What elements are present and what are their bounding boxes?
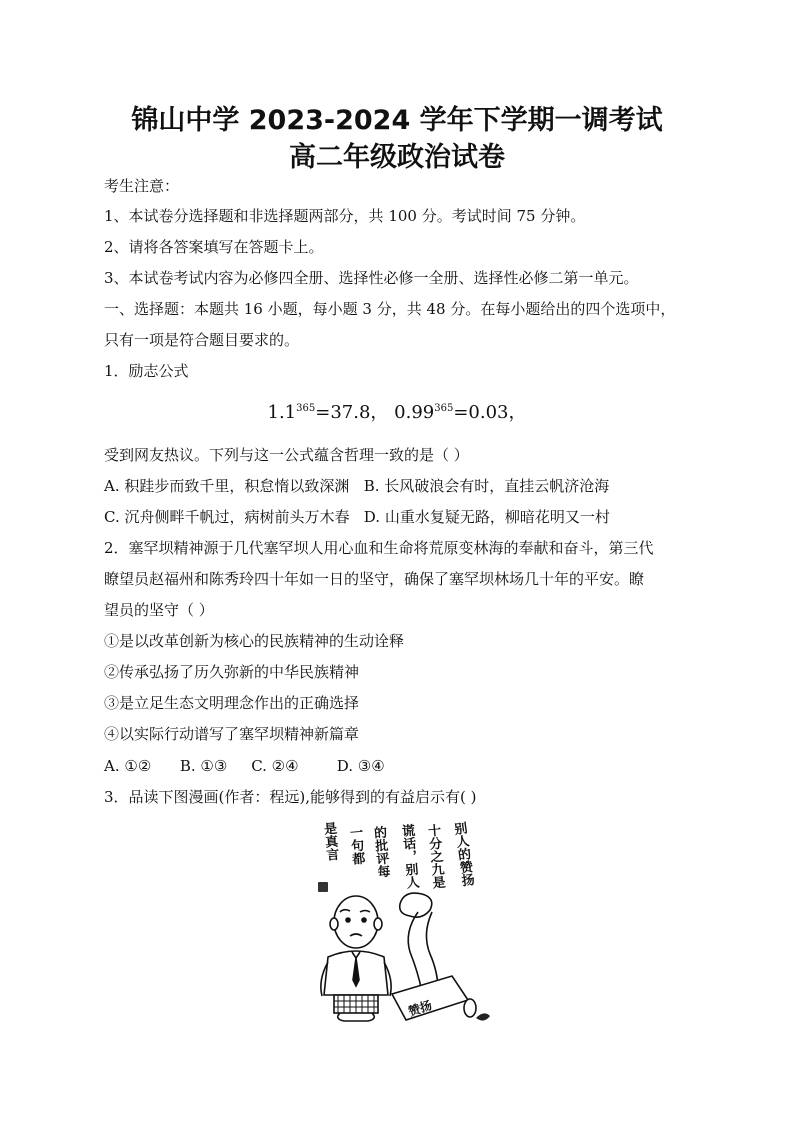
q2-stem-line3: 望员的坚守（ ）: [104, 601, 214, 619]
q1-option-d: D. 山重水复疑无路，柳暗花明又一村: [363, 508, 610, 526]
note-item-3: 3、本试卷考试内容为必修四全册、选择性必修一全册、选择性必修二第一单元。: [104, 269, 639, 287]
note-item-1: 1、本试卷分选择题和非选择题两部分，共 100 分。考试时间 75 分钟。: [104, 207, 586, 225]
artist-seal-icon: [318, 882, 328, 892]
leaf-icon: [476, 1013, 490, 1020]
q2-option-c: C. ②④: [251, 757, 299, 775]
q1-formula: $1.1^{365}=37.8$， $0.99^{365}=0.03$，: [267, 402, 527, 423]
caption-col-1: 别人的赞扬: [450, 820, 475, 888]
cartoon-caption: [320, 820, 475, 891]
q1-question: 受到网友热议。下列与这一公式蕴含哲理一致的是（ ）: [104, 446, 469, 464]
q2-stem-line2: 瞭望员赵福州和陈秀玲四十年如一日的坚守，确保了塞罕坝林场几十年的平安。瞭: [104, 570, 645, 588]
q1-options-row2: [104, 507, 610, 527]
note-item-2: 2、请将各答案填写在答题卡上。: [104, 238, 324, 256]
q2-item-3: ③是立足生态文明理念作出的正确选择: [104, 694, 360, 712]
caption-col-2: 十分之九是: [424, 823, 446, 890]
q2-stem-line1: 2．塞罕坝精神源于几代塞罕坝人用心血和生命将荒原变林海的奉献和奋斗，第三代: [104, 539, 654, 557]
q2-option-d: D. ③④: [336, 757, 385, 775]
caption-col-4: 的批评每: [370, 825, 391, 879]
notes-heading: 考生注意：: [104, 177, 180, 195]
q2-options: [104, 756, 385, 776]
man-figure: [321, 896, 391, 1021]
q1-stem: 1．励志公式: [104, 362, 189, 380]
q1-option-a: A. 积跬步而致千里，积怠惰以致深渊: [104, 477, 350, 495]
q1-option-b: B. 长风破浪会有时，直挂云帆济沧海: [363, 477, 610, 495]
q3-stem: 3．品读下图漫画(作者：程远),能够得到的有益启示有( ): [104, 788, 477, 806]
scroll-text: 赞扬: [406, 998, 434, 1019]
q2-item-4: ④以实际行动谱写了塞罕坝精神新篇章: [104, 725, 360, 743]
caption-col-6: 是真言: [320, 821, 339, 862]
exam-title: 锦山中学 2023-2024 学年下学期一调考试: [131, 105, 663, 136]
caption-col-3: 谎话，别人: [398, 823, 420, 890]
q1-option-c: C. 沉舟侧畔千帆过，病树前头万木春: [104, 508, 350, 526]
caption-col-5: 一句都: [346, 825, 365, 866]
section-heading: 一、选择题：本题共 16 小题，每小题 3 分，共 48 分。在每小题给出的四个选项中，: [104, 300, 676, 318]
q2-option-a: A. ①②: [104, 757, 152, 775]
q2-item-2: ②传承弘扬了历久弥新的中华民族精神: [104, 663, 360, 681]
exam-subtitle: 高二年级政治试卷: [289, 142, 505, 173]
q2-option-b: B. ①③: [179, 757, 228, 775]
q2-item-1: ①是以改革创新为核心的民族精神的生动诠释: [104, 632, 405, 650]
cartoon-illustration: [300, 812, 500, 1027]
scroll-paper: [392, 976, 476, 1020]
q1-options-row1: [104, 476, 609, 496]
section-heading-cont: 只有一项是符合题目要求的。: [104, 331, 300, 349]
